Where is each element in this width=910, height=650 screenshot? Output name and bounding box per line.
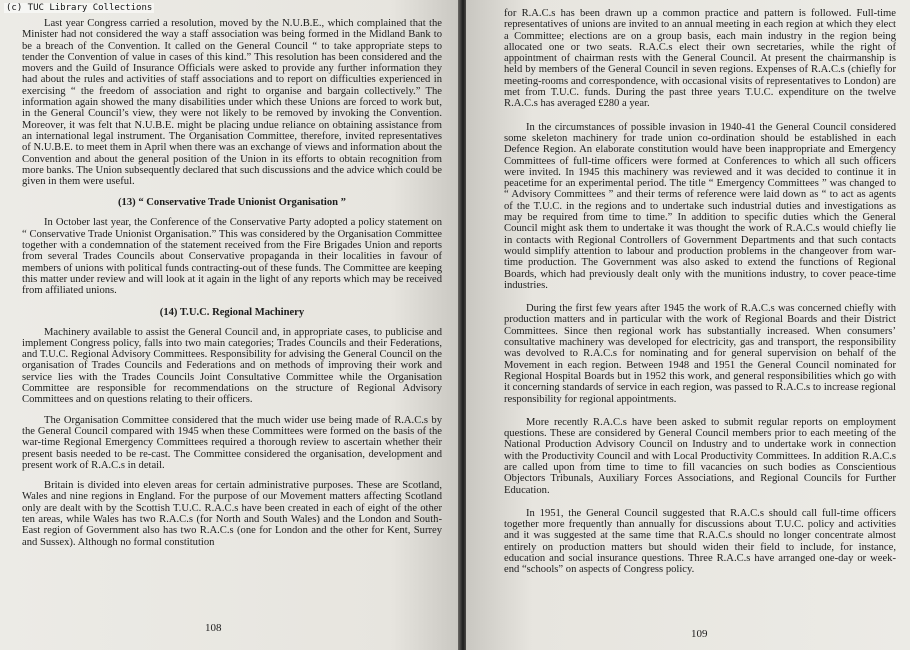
- page-number: 108: [205, 622, 222, 634]
- paragraph: Last year Congress carried a resolution, moved by the N.U.B.E., which complained that the Minister had not considered the way a staff association was being formed in the Midland Bank to be a breach of the Convention. It called on the General Council “ to take appropriate steps to tender the Convention of value in cases of this kind.” This resolution has been considered and the movers and the Guild of Insurance Officials were asked to provide any further information they had about the rules and activities of staff associations and to report on difficulties experienced in exercising “ the freedom of association and right to organise and bargain collectively.” The information again showed the many disabilities under which these Unions are forced to work but, in the General Council’s view, they were not likely to be removed by invoking the Convention. Moreover, it was felt that N.U.B.E. might be placing undue reliance on obtaining assistance from an international legal instrument. The Organisation Committee, therefore, invited representatives of N.U.B.E. to meet them in April when there was an exchange of views and information about the Convention and about the general position of the Union in its efforts to obtain recognition from more banks. The Union subsequently declared that such discussions and the advice which could be given in them were useful.: [22, 18, 442, 188]
- paragraph: Machinery available to assist the General Council and, in appropriate cases, to publicise and implement Congress policy, falls into two main categories; Trades Councils and their Federations, and T.U.C. Regional Advisory Committees. Responsibility for advising the General Council on the organisation of Trades Councils and Federations and on methods of improving their work and service lies with the Trades Councils Joint Consultative Committee while the Organisation Committee are responsible for recommendations on the structure of Regional Advisory Committees and on questions relating to their officers.: [22, 326, 442, 406]
- paragraph: for R.A.C.s has been drawn up a common practice and pattern is followed. Full-time representatives of unions are invited to an annual meeting in each region at which they elect a Committee; elections are on a group basis, each main industry in the region being allocated one or two seats. R.A.C.s elect their own secretaries, while the right of appointment of chairman rests with the General Council. At present the chairmanship is held by members of the General Council in seven regions. Expenses of R.A.C.s (chiefly for meeting-rooms and correspondence, with occasional visits of representatives to London) are met from T.U.C. funds. During the past three years T.U.C. expenditure on the twelve R.A.C.s has averaged £280 a year.: [504, 8, 896, 110]
- paragraph: During the first few years after 1945 the work of R.A.C.s was concerned chiefly with production matters and in particular with the work of Regional Boards and their District Committees. Since then regional work has substantially increased. When consumers’ consultative machinery was developed for electricity, gas and transport, the responsibility was devolved to R.A.C.s for nominating and for general supervision on behalf of the Movement in each region. Between 1948 and 1951 the General Council nominated for Regional Hospital Boards but in 1952 this work, and general responsibilities which go with it concerning standards of service in each region, was passed to R.A.C.s to increase regional responsibility for regional appointments.: [504, 303, 896, 405]
- paragraph: In October last year, the Conference of the Conservative Party adopted a policy statement on “ Conservative Trade Unionist Organisation.” This was considered by the Organisation Committee together with a condemnation of the statement received from the Fire Brigades Union and reports from several Trades Councils about Conservative propaganda in their localities in favour of members of unions with political funds contracting-out of these funds. The Committee are keeping this matter under review and will look at it again in the light of any reports which may be received from affiliated unions.: [22, 217, 442, 297]
- paragraph: In 1951, the General Council suggested that R.A.C.s should call full-time officers together more frequently than annually for discussions about T.U.C. policy and activities and it was suggested at the same time that R.A.C.s should no longer concentrate almost entirely on production matters but should widen their field to include, for instance, education and social insurance questions. Three R.A.C.s have arranged one-day or week-end “schools” on aspects of Congress policy.: [504, 507, 896, 576]
- page-number: 109: [691, 628, 708, 640]
- paragraph: More recently R.A.C.s have been asked to submit regular reports on employment questions. These are considered by General Council members prior to each meeting of the National Production Advisory Council on Industry and to undertake work in connection with the Productivity Council and with Local Productivity Committees. In addition R.A.C.s are called upon from time to time to fill vacancies on such bodies as Conscientious Objectors Tribunals, Auxiliary Forces Associations, and Regional Councils for Further Education.: [504, 416, 896, 496]
- paragraph: The Organisation Committee considered that the much wider use being made of R.A.C.s by the General Council compared with 1945 when these Committees were formed on the basis of the war-time Regional Emergency Committees required a thorough review to ascertain whether their present basis needed to be re-cast. The Committee considered the organisation, development and present work of R.A.C.s in detail.: [22, 414, 442, 471]
- section-heading-13: (13) “ Conservative Trade Unionist Organisation ”: [118, 197, 346, 209]
- right-page: [466, 0, 910, 650]
- section-heading-14: (14) T.U.C. Regional Machinery: [159, 306, 305, 318]
- paragraph: In the circumstances of possible invasion in 1940-41 the General Council considered some skeleton machinery for trade union co-ordination should be established in each Defence Region. An elaborate constitution would have been inappropriate and Emergency Committees of full-time officers were formed at Conferences to which all such officers were invited. In 1945 this machinery was reviewed and it was decided to continue it in peacetime for an experimental period. The title “ Emergency Committees ” was changed to “ Advisory Committees ” and their terms of reference were laid down as “ to act as agents of the T.U.C. in the regions and to undertake such industrial duties and investigations as may be required from time to time.” In addition to specific duties which the General Council might ask them to undertake it was thought the work of R.A.C.s would chiefly lie in contacts with Regional Controllers of Government Departments and that such contacts would simplify attention to labour and production problems in the changeover from war-time production. The Government was also asked to extend the functions of Regional Boards, which had previously dealt only with the munitions industry, to cover peace-time industries.: [504, 121, 896, 291]
- paragraph: Britain is divided into eleven areas for certain administrative purposes. These are Scotland, Wales and nine regions in England. For the purpose of our Movement matters affecting Scotland only are dealt with by the Scottish T.U.C. R.A.C.s have been created in each of eight of the other ten areas, while Wales has two R.A.C.s (for North and South Wales) and the London and South-East region of Government also has two R.A.C.s (one for London and the other for Kent, Surrey and Sussex). Although no formal constitution: [22, 480, 442, 548]
- copyright-watermark: (c) TUC Library Collections: [6, 3, 153, 13]
